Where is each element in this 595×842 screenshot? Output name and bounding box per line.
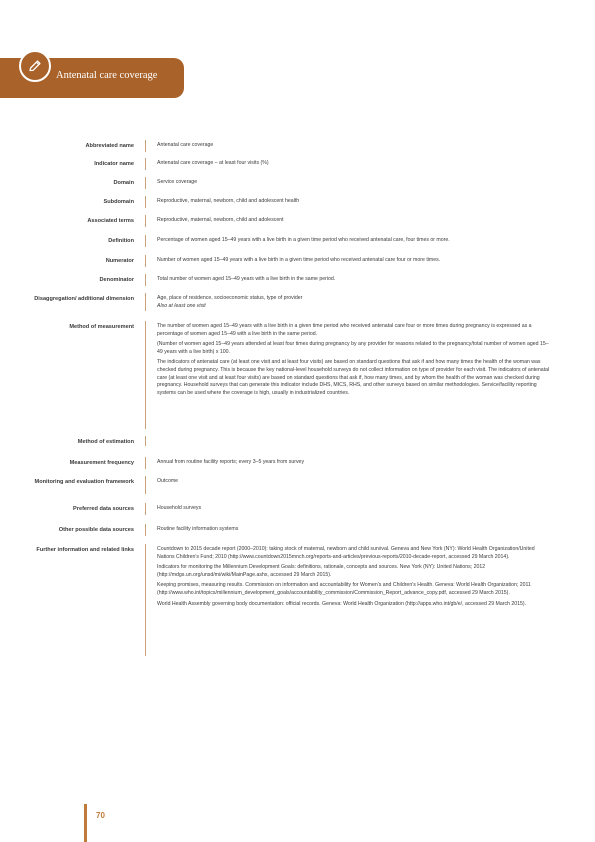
row-divider [145,293,146,311]
row-value [157,276,551,287]
row-value [157,160,551,171]
value-text: Keeping promises, measuring results. Commission on information and accountability for Women's and Children's Health. Geneva: World Health Organization; 2011 (http://www.who.int/topics/millennium_development_goals/accountability_commission/Commission_Report_advance_copy.pdf, accessed 29 March 2015). [157,582,531,596]
row-label: Subdomain [103,199,134,205]
value-text: Indicators for monitoring the Millennium Development Goals: definitions, rationale, concepts and sources. New York (NY): United Nations; 2012 (http://mdgs.un.org/unsd/mi/wiki/MainPage.ashx, accessed 29 March 2015). [157,564,486,578]
value-text: Outcome [157,478,179,484]
row-value [157,217,551,228]
value-text: Age, place of residence, socioeconomic status, type of provider [157,295,303,301]
page-number: 70 [96,811,105,820]
row-divider [145,140,146,152]
row-label: Numerator [105,258,134,264]
row-label: Method of estimation [77,439,134,445]
row-label: Measurement frequency [69,460,134,466]
row-divider [145,503,146,515]
row-value [157,505,551,516]
row-label: Other possible data sources [58,527,134,533]
row-divider [145,235,146,247]
value-text: Routine facility information systems [157,526,239,532]
row-divider [145,177,146,189]
row-label: Associated terms [87,218,134,224]
row-label: Domain [113,180,134,186]
row-label: Method of measurement [69,324,134,330]
row-label: Definition [108,238,134,244]
value-text: Service coverage [157,179,198,185]
row-divider [145,255,146,267]
row-value [157,478,551,489]
row-label: Monitoring and evaluation framework [34,479,134,485]
row-value [157,237,551,248]
row-value [157,546,551,611]
value-text: Reproductive, maternal, newborn, child and adolescent health [157,198,300,204]
row-value [157,257,551,268]
value-text: Household surveys [157,505,202,511]
row-label: Denominator [99,277,134,283]
row-value [157,459,551,470]
row-divider [145,321,146,429]
value-text: Antenatal care coverage [157,142,214,148]
row-divider [145,524,146,536]
value-text: Percentage of women aged 15–49 years with a live birth in a given time period who received antenatal care, four times or more. [157,237,450,243]
row-value [157,526,551,537]
row-label: Preferred data sources [73,506,134,512]
value-text: The number of women aged 15–49 years with a live birth in a given time period who received antenatal care four or more times during pregnancy is expressed as a percentage of women aged 15–49 with a live birth in the same period. [157,323,532,337]
row-label: Abbreviated name [85,143,134,149]
value-text: Number of women aged 15–49 years with a live birth in a given time period who received antenatal care four or more times. [157,257,441,263]
section-title: Antenatal care coverage [56,70,158,81]
value-text: (Number of women aged 15–49 years attended at least four times during pregnancy by any provider for reasons related to the pregnancy/total number of women aged 15–49 years with a live birth) x 100. [157,341,549,355]
row-divider [145,196,146,208]
row-divider [145,158,146,170]
value-text: The indicators of antenatal care (at least one visit and at least four visits) are based on standard questions that ask if and how many times the health of the woman was checked during pregnancy. This is because the key national-level household surveys do not collect information on type of provider for each visit. The indicators of antenatal care (at least one visit and at least four visits) are based on standard questions that ask if, how many times, and by whom the health of the woman was checked during pregnancy. Household surveys that can generate this indicator include DHS, MICS, RHS, and other surveys based on similar methodologies. Service/facility reporting systems can be used where the coverage is high, usually in industrialized countries. [157,359,550,396]
row-divider [145,215,146,227]
row-divider [145,457,146,469]
row-divider [145,436,146,446]
row-value [157,179,551,190]
value-text: Total number of women aged 15–49 years with a live birth in the same period. [157,276,336,282]
value-text: Countdown to 2015 decade report (2000–2010): taking stock of maternal, newborn and child survival. Geneva and New York (NY): World Health Organization/United Nations Children's Fund; 2010 (http://www.countdown2015mnch.org/reports-and-articles/previous-reports/2010-decade-report, accessed 29 March 2014). [157,546,535,560]
footer-accent-bar [84,804,87,842]
value-text: World Health Assembly governing body documentation: official records. Geneva: World Health Organization (http://apps.who.int/gb/e/, accessed 29 March 2015). [157,600,527,607]
row-label: Further information and related links [36,547,134,553]
row-value [157,198,551,209]
row-divider [145,544,146,656]
pencil-icon-badge [19,50,51,82]
value-text: Also at least one visit [157,302,206,309]
row-value [157,323,551,400]
row-divider [145,476,146,494]
row-label: Disaggregation/ additional dimension [34,296,134,302]
row-divider [145,274,146,286]
value-text: Reproductive, maternal, newborn, child and adolescent [157,217,284,223]
row-value [157,295,551,310]
value-text: Antenatal care coverage – at least four visits (%) [157,160,269,166]
value-text: Annual from routine facility reports; every 3–5 years from survey [157,459,305,465]
row-label: Indicator name [94,161,134,167]
row-value [157,142,551,153]
pencil-icon [27,58,43,74]
